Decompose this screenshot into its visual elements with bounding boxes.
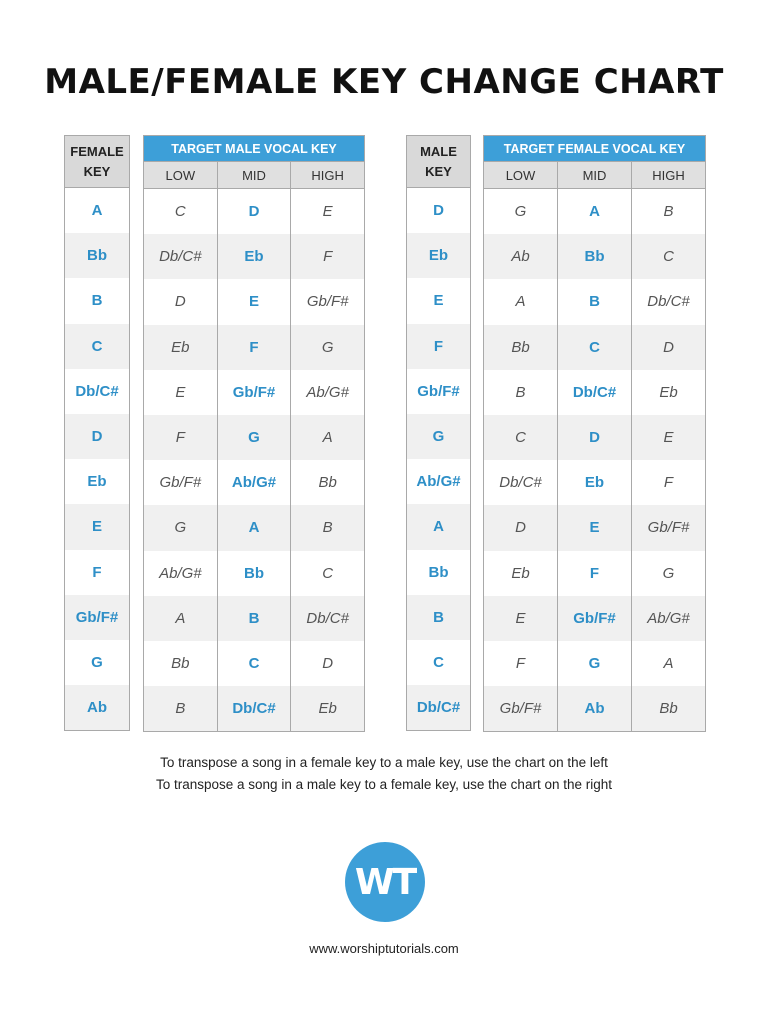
cell-low: E <box>175 383 186 401</box>
table-row <box>407 685 470 730</box>
table-row <box>144 686 364 731</box>
cell-mid: B <box>217 596 291 641</box>
target-female-subheads <box>484 161 705 189</box>
cell-mid: Ab/G# <box>217 460 291 505</box>
female-key-header <box>65 136 129 188</box>
cell-high: Gb/F# <box>290 279 364 324</box>
table-row <box>407 640 470 685</box>
table-row <box>407 278 470 323</box>
table-row <box>407 233 470 278</box>
cell-key: C <box>433 653 444 671</box>
table-row <box>407 414 470 459</box>
cell-high: Db/C# <box>290 596 364 641</box>
key-header-line2: KEY <box>83 163 111 179</box>
cell-key: G <box>91 653 103 671</box>
cell-key: Db/C# <box>416 699 461 717</box>
table-row <box>65 459 129 504</box>
cell-mid: Gb/F# <box>557 596 631 641</box>
cell-high: D <box>631 325 705 370</box>
cell-mid: A <box>557 189 631 234</box>
cell-high: Eb <box>631 370 705 415</box>
cell-mid: C <box>217 641 291 686</box>
table-row <box>407 550 470 595</box>
cell-low: Gb/F# <box>159 474 202 492</box>
table-row <box>65 278 129 323</box>
page-title: MALE/FEMALE KEY CHANGE CHART <box>44 62 724 102</box>
table-row <box>144 596 364 641</box>
table-row <box>65 550 129 595</box>
table-row <box>484 641 705 686</box>
cell-low: Db/C# <box>159 248 202 266</box>
cell-mid: C <box>557 325 631 370</box>
cell-key: D <box>91 428 103 446</box>
cell-key: D <box>433 202 444 220</box>
table-row <box>65 685 129 730</box>
table-row <box>484 325 705 370</box>
cell-mid: Eb <box>557 460 631 505</box>
table-row <box>484 415 705 460</box>
table-row <box>65 233 129 278</box>
cell-low: G <box>514 203 527 221</box>
table-row <box>144 505 364 550</box>
cell-low: B <box>175 700 186 718</box>
cell-high: Eb <box>290 686 364 731</box>
key-header-line2: KEY <box>425 163 452 179</box>
cell-low: A <box>515 293 526 311</box>
cell-key: Gb/F# <box>75 608 119 626</box>
cell-key: F <box>92 563 102 581</box>
cell-key: Ab <box>87 699 107 717</box>
cell-high: C <box>290 551 364 596</box>
table-row <box>407 324 470 369</box>
table-row <box>484 460 705 505</box>
cell-mid: A <box>217 505 291 550</box>
cell-mid: G <box>557 641 631 686</box>
table-row <box>407 188 470 233</box>
cell-key: B <box>433 608 444 626</box>
cell-high: G <box>290 325 364 370</box>
cell-high: G <box>631 551 705 596</box>
cell-mid: F <box>557 551 631 596</box>
cell-high: A <box>631 641 705 686</box>
cell-high: B <box>631 189 705 234</box>
table-row <box>65 369 129 414</box>
cell-high: F <box>290 234 364 279</box>
cell-mid: Bb <box>217 551 291 596</box>
cell-mid: F <box>217 325 291 370</box>
cell-key: Bb <box>428 563 449 581</box>
table-row <box>407 369 470 414</box>
cell-high: Ab/G# <box>290 370 364 415</box>
cell-key: E <box>91 518 102 536</box>
cell-high: E <box>631 415 705 460</box>
target-female-key-table <box>483 135 706 732</box>
subhead-high: HIGH <box>290 162 364 188</box>
table-row <box>484 596 705 641</box>
table-row <box>65 595 129 640</box>
cell-mid: Ab <box>557 686 631 731</box>
table-row <box>484 370 705 415</box>
cell-mid: Eb <box>217 234 291 279</box>
cell-key: Ab/G# <box>416 473 461 491</box>
instruction-left: To transpose a song in a female key to a male key, use the chart on the left <box>160 755 608 770</box>
female-key-column <box>64 135 130 731</box>
cell-low: Eb <box>171 338 190 356</box>
cell-key: Gb/F# <box>417 382 460 400</box>
subhead-low: LOW <box>165 167 196 183</box>
cell-mid: Db/C# <box>217 686 291 731</box>
cell-mid: Bb <box>557 234 631 279</box>
table-row <box>144 415 364 460</box>
cell-key: G <box>432 428 445 446</box>
cell-high: Bb <box>631 686 705 731</box>
cell-low: C <box>515 429 526 447</box>
table-row <box>484 234 705 279</box>
cell-high: Ab/G# <box>631 596 705 641</box>
cell-mid: Db/C# <box>557 370 631 415</box>
cell-mid: G <box>217 415 291 460</box>
target-female-rows <box>484 189 705 731</box>
table-row <box>65 324 129 369</box>
cell-mid: D <box>217 189 291 234</box>
table-row <box>144 189 364 234</box>
cell-key: Eb <box>87 473 107 491</box>
cell-key: A <box>91 202 103 220</box>
cell-key: A <box>433 518 444 536</box>
table-row <box>65 504 129 549</box>
cell-mid: Gb/F# <box>217 370 291 415</box>
subhead-mid: MID <box>217 162 291 188</box>
cell-key: Eb <box>428 247 449 265</box>
table-row <box>144 370 364 415</box>
male-key-header <box>407 136 470 188</box>
cell-low: F <box>515 654 526 672</box>
table-row <box>144 325 364 370</box>
cell-low: Gb/F# <box>499 700 542 718</box>
cell-mid: D <box>557 415 631 460</box>
cell-key: Bb <box>87 247 107 265</box>
cell-high: Db/C# <box>631 279 705 324</box>
table-row <box>144 460 364 505</box>
target-female-title: TARGET FEMALE VOCAL KEY <box>484 136 705 161</box>
cell-low: A <box>175 609 186 627</box>
cell-mid: E <box>217 279 291 324</box>
target-male-key-table <box>143 135 365 732</box>
subhead-high: HIGH <box>631 162 705 188</box>
cell-low: B <box>515 383 526 401</box>
cell-high: A <box>290 415 364 460</box>
cell-key: F <box>433 337 444 355</box>
cell-low: D <box>174 293 186 311</box>
table-row <box>65 414 129 459</box>
table-row <box>484 505 705 550</box>
table-row <box>407 504 470 549</box>
cell-low: Ab <box>511 248 530 266</box>
cell-key: Db/C# <box>75 382 119 400</box>
key-header-line1: FEMALE <box>70 143 124 159</box>
table-row <box>407 595 470 640</box>
target-male-rows <box>144 189 364 731</box>
cell-key: C <box>91 337 103 355</box>
cell-high: D <box>290 641 364 686</box>
subhead-mid: MID <box>557 162 631 188</box>
female-key-rows <box>65 188 129 730</box>
cell-key: B <box>91 292 103 310</box>
cell-low: F <box>175 429 185 447</box>
table-row <box>407 459 470 504</box>
table-row <box>144 234 364 279</box>
cell-low: D <box>515 519 526 537</box>
table-row <box>484 189 705 234</box>
cell-high: C <box>631 234 705 279</box>
target-male-title: TARGET MALE VOCAL KEY <box>144 136 364 161</box>
cell-high: Gb/F# <box>631 505 705 550</box>
table-row <box>144 551 364 596</box>
cell-low: Db/C# <box>499 474 542 492</box>
subhead-low: LOW <box>505 167 536 183</box>
cell-low: Ab/G# <box>159 564 202 582</box>
cell-low: Eb <box>511 564 530 582</box>
table-row <box>144 641 364 686</box>
table-row <box>144 279 364 324</box>
cell-low: Bb <box>511 338 530 356</box>
target-male-subheads <box>144 161 364 189</box>
cell-low: G <box>174 519 187 537</box>
cell-high: Bb <box>290 460 364 505</box>
cell-high: B <box>290 505 364 550</box>
table-row <box>65 188 129 233</box>
website-url: www.worshiptutorials.com <box>309 941 459 956</box>
cell-high: F <box>631 460 705 505</box>
cell-high: E <box>290 189 364 234</box>
table-row <box>484 551 705 596</box>
table-row <box>65 640 129 685</box>
cell-mid: B <box>557 279 631 324</box>
male-key-column <box>406 135 471 731</box>
table-row <box>484 279 705 324</box>
wt-logo: WT <box>345 842 425 922</box>
cell-low: E <box>515 609 526 627</box>
cell-key: E <box>433 292 444 310</box>
cell-low: Bb <box>171 654 190 672</box>
cell-low: C <box>174 203 186 221</box>
table-row <box>484 686 705 731</box>
instruction-right: To transpose a song in a male key to a female key, use the chart on the right <box>155 777 612 792</box>
cell-mid: E <box>557 505 631 550</box>
key-header-line1: MALE <box>420 143 457 159</box>
male-key-rows <box>407 188 470 730</box>
